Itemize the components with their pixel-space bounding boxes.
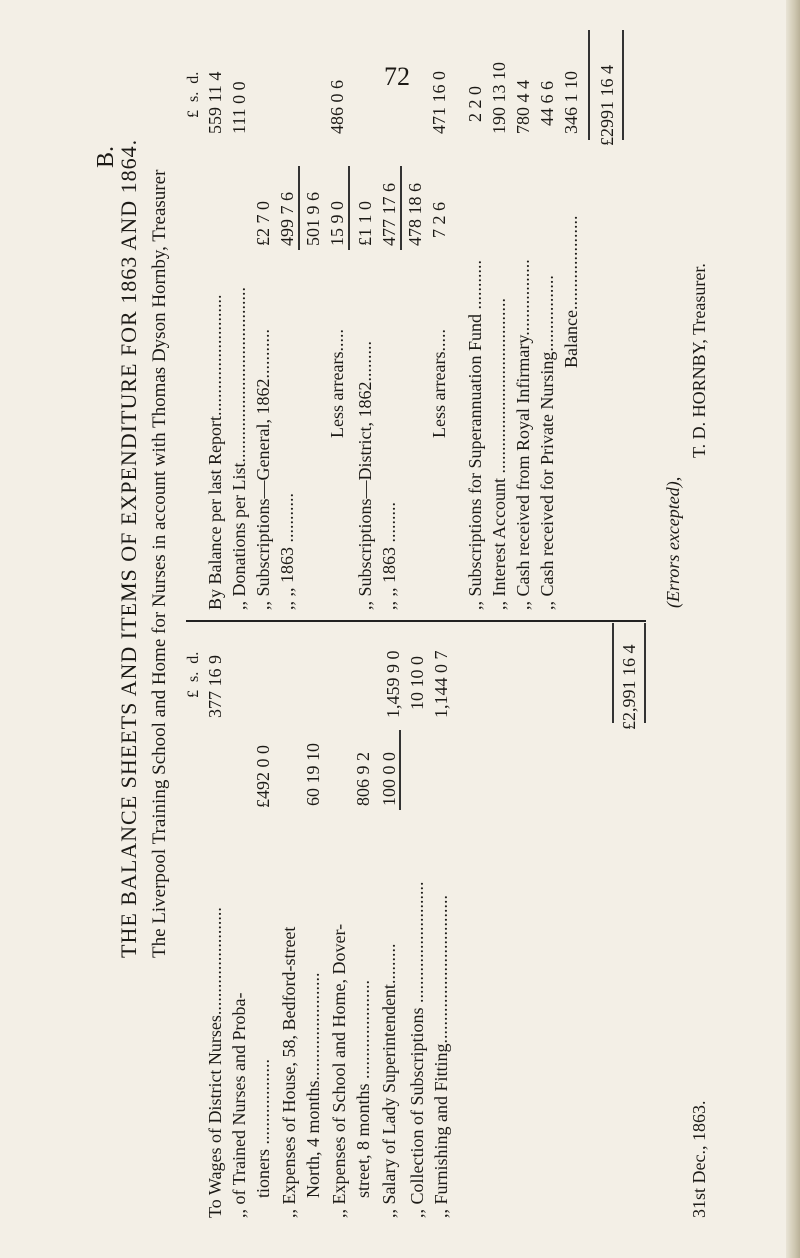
receipts-row: ,, Subscriptions for Superannuation Fund ........... — [465, 260, 485, 610]
subtotal-rule — [400, 166, 402, 250]
treasurer-signature: T. D. HORNBY, Treasurer. — [689, 263, 709, 458]
expenditure-total: 377 16 9 — [205, 655, 225, 718]
expenditure-row: ,, Expenses of School and Home, Dover- — [329, 923, 349, 1218]
receipts-row: ,, Donations per List....................................... — [229, 287, 249, 610]
expenditure-sub: 806 9 2 — [353, 752, 373, 806]
receipts-total: 471 16 0 — [429, 71, 449, 134]
section-label: B. — [93, 145, 119, 168]
page-subtitle: The Liverpool Training School and Home for Nurses in account with Thomas Dyson Hornby, Treasurer — [149, 169, 170, 958]
receipts-total: 44 6 6 — [537, 81, 557, 126]
receipts-sub: 15 9 0 — [327, 201, 347, 246]
receipts-row: ,, ,, 1863 ........... — [277, 493, 297, 610]
expenditure-row: ,, Furnishing and Fitting................................. — [431, 894, 451, 1218]
receipts-row: Less arrears..... — [327, 329, 347, 438]
grand-total-rule — [588, 30, 590, 140]
expenditure-currency-header: £ s. d. — [185, 651, 202, 698]
receipts-row: ,, Interest Account ....................................... — [489, 298, 509, 610]
receipts-total: 780 4 4 — [513, 80, 533, 134]
expenditure-grand-total: £2,991 16 4 — [619, 644, 639, 730]
page-number: 72 — [384, 62, 410, 91]
footer-date: 31st Dec., 1863. — [689, 1100, 709, 1218]
receipts-sub: 499 7 6 — [277, 192, 297, 246]
receipts-row: ,, Cash received from Royal Infirmary................. — [513, 259, 533, 610]
receipts-total: 346 1 10 — [561, 71, 581, 134]
grand-total-rule — [622, 30, 624, 140]
expenditure-row: North, 4 months........................ — [303, 972, 323, 1198]
receipts-total: 559 11 4 — [205, 71, 225, 134]
receipts-total: 190 13 10 — [489, 62, 509, 134]
expenditure-row: ,, Expenses of House, 58, Bedford-street — [279, 926, 299, 1218]
subtotal-rule — [399, 730, 401, 810]
receipts-sub: 7 2 6 — [429, 202, 449, 238]
grand-total-rule — [644, 623, 646, 723]
subtotal-rule — [348, 166, 350, 250]
receipts-row: ,, Subscriptions—District, 1862......... — [355, 341, 375, 610]
expenditure-total: 1,459 9 0 — [383, 650, 403, 718]
expenditure-row: ,, of Trained Nurses and Proba- — [229, 992, 249, 1218]
receipts-row: Less arrears..... — [429, 329, 449, 438]
errors-excepted: (Errors excepted), — [663, 476, 683, 608]
expenditure-total: 10 10 0 — [407, 656, 427, 710]
receipts-total: 111 0 0 — [229, 81, 249, 134]
expenditure-row: tioners ................... — [253, 1059, 273, 1198]
receipts-total: 486 0 6 — [327, 80, 347, 134]
expenditure-sub: 100 0 0 — [379, 752, 399, 806]
expenditure-total: 1,144 0 7 — [431, 650, 451, 718]
grand-total-rule — [612, 623, 614, 723]
receipts-sub: £2 7 0 — [253, 201, 273, 246]
column-divider — [186, 621, 646, 623]
receipts-sub: 477 17 6 — [379, 183, 399, 246]
expenditure-row: ,, Salary of Lady Superintendent......... — [379, 943, 399, 1218]
receipts-row: By Balance per last Report........................... — [205, 294, 225, 610]
receipts-row: ,, Subscriptions—General, 1862........... — [253, 329, 273, 610]
page-title: THE BALANCE SHEETS AND ITEMS OF EXPENDITURE FOR 1863 AND 1864. — [116, 138, 141, 958]
receipts-row: Balance..................... — [561, 215, 581, 368]
subtotal-rule — [298, 166, 300, 250]
receipts-sub: 501 9 6 — [303, 192, 323, 246]
expenditure-row: ,, Collection of Subscriptions ........................... — [407, 881, 427, 1218]
expenditure-row: street, 8 months ...................... — [353, 980, 373, 1198]
receipts-currency-header: £ s. d. — [185, 71, 202, 118]
receipts-row: ,, ,, 1863 ......... — [379, 502, 399, 610]
receipts-sub: 478 18 6 — [405, 183, 425, 246]
expenditure-sub: £492 0 0 — [253, 745, 273, 808]
receipts-row: ,, Cash received for Private Nursing................. — [537, 275, 557, 610]
expenditure-row: To Wages of District Nurses........................ — [205, 907, 225, 1218]
receipts-sub: £1 1 0 — [355, 201, 375, 246]
receipts-grand-total: £2991 16 4 — [597, 65, 617, 146]
expenditure-sub: 60 19 10 — [303, 743, 323, 806]
receipts-total: 2 2 0 — [465, 86, 485, 122]
